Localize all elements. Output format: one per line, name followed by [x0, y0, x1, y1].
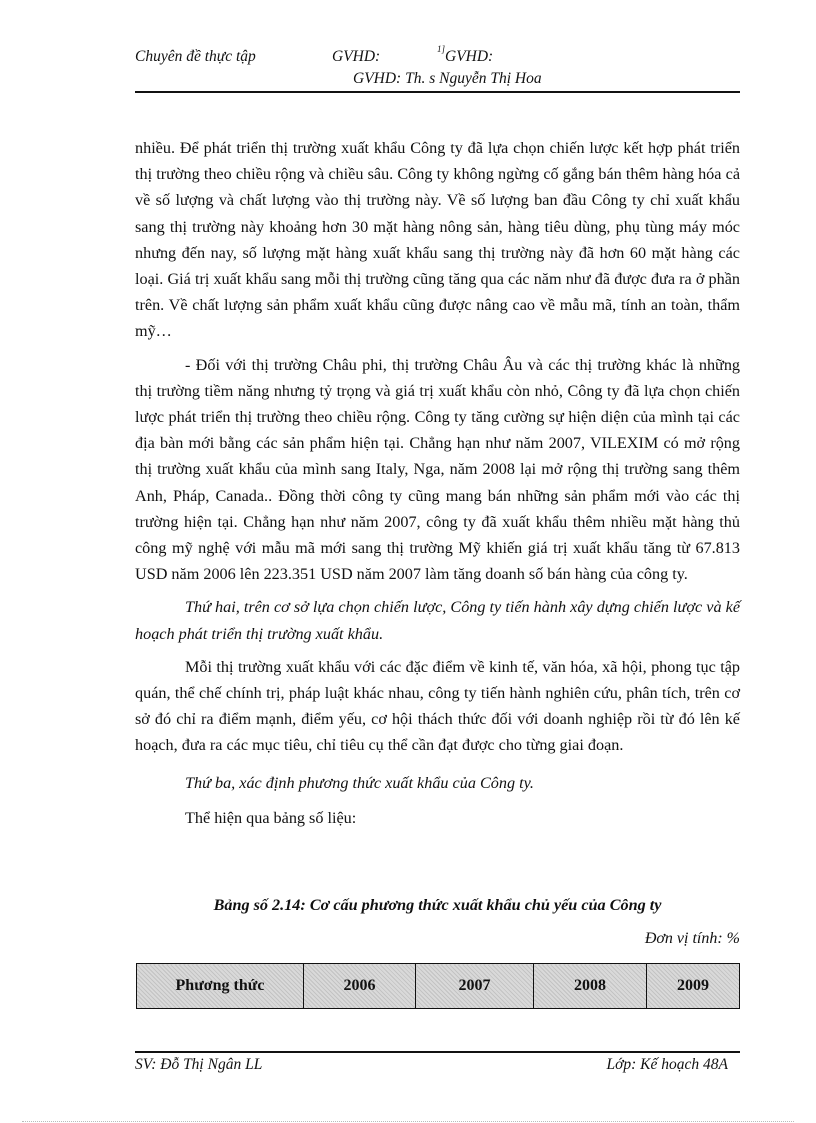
header-title: Chuyên đề thực tập: [135, 48, 256, 65]
col-header-2009: 2009: [647, 964, 740, 1009]
table-unit: Đơn vị tính: %: [644, 930, 740, 947]
paragraph-third-step: Thứ ba, xác định phương thức xuất khẩu của Công ty.: [185, 773, 534, 792]
col-header-2008: 2008: [534, 964, 647, 1009]
footer-student: SV: Đỗ Thị Ngân LL: [135, 1056, 263, 1073]
header-footnote-mark: 1]: [437, 44, 446, 54]
footer-divider: [135, 1051, 740, 1053]
paragraph-second-step: Thứ hai, trên cơ sở lựa chọn chiến lược, Công ty tiến hành xây dựng chiến lược và kế hoạch phát triển thị trường xuất khẩu.: [135, 598, 740, 643]
page-header: [135, 46, 740, 94]
document-body: [135, 135, 740, 831]
page-footer: [135, 1056, 740, 1078]
paragraph-continued: nhiều. Để phát triển thị trường xuất khẩu Công ty đã lựa chọn chiến lược kết hợp phát triển thị trường theo chiều rộng và chiều sâu. Công ty không ngừng cố gắng bán thêm hàng hóa cả về số lượng và chất lượng vào thị trường này. Về số lượng ban đầu Công ty chỉ xuất khẩu sang thị trường này khoảng hơn 30 mặt hàng nông sản, hàng tiêu dùng, phụ tùng máy móc nhưng đến nay, số lượng mặt hàng xuất khẩu sang thị trường này đã hơn 60 mặt hàng các loại. Giá trị xuất khẩu sang mỗi thị trường cũng tăng qua các năm như đã được đưa ra ở phần trên. Về chất lượng sản phẩm xuất khẩu cũng được nâng cao về mẫu mã, tính an toàn, thẩm mỹ…: [135, 139, 740, 341]
col-header-2006: 2006: [304, 964, 416, 1009]
table-title: Bảng số 2.14: Cơ cấu phương thức xuất khẩu chủ yếu của Công ty: [213, 896, 662, 914]
paragraph-market-analysis: Mỗi thị trường xuất khẩu với các đặc điểm về kinh tế, văn hóa, xã hội, phong tục tập quán, thể chế chính trị, pháp luật khác nhau, công ty tiến hành nghiên cứu, phân tích, trên cơ sở đó chỉ ra điểm mạnh, điểm yếu, cơ hội thách thức đối với doanh nghiệp rồi từ đó lên kế hoạch, đưa ra các mục tiêu, chỉ tiêu cụ thể cần đạt được cho từng giai đoạn.: [135, 657, 740, 755]
footer-class: Lớp: Kế hoạch 48A: [606, 1056, 728, 1073]
header-gvhd-label: GVHD:: [332, 48, 381, 65]
header-gvhd-label-2: GVHD:: [445, 48, 494, 65]
col-header-method: Phương thức: [137, 964, 304, 1009]
page-edge-line: [22, 1121, 794, 1122]
export-method-table: [136, 963, 740, 1009]
paragraph-table-intro: Thể hiện qua bảng số liệu:: [185, 808, 357, 827]
table-header-row: [137, 964, 740, 1009]
paragraph-africa-europe: - Đối với thị trường Châu phi, thị trường Châu Âu và các thị trường khác là những thị trường tiềm năng nhưng tỷ trọng và giá trị xuất khẩu còn nhỏ, Công ty đã lựa chọn chiến lược phát triển thị trường theo chiều rộng. Công ty tăng cường sự hiện diện của mình tại các địa bàn mới bằng các sản phẩm hiện tại. Chẳng hạn như năm 2007, VILEXIM có mở rộng thị trường xuất khẩu của mình sang Italy, Nga, năm 2008 lại mở rộng thị trường sang thêm Anh, Pháp, Canada.. Đồng thời công ty cũng mang bán những sản phẩm mới vào các thị trường hiện tại. Chẳng hạn như năm 2007, công ty đã xuất khẩu thêm nhiều mặt hàng thủ công mỹ nghệ với mẫu mã mới sang thị trường Mỹ khiến giá trị xuất khẩu tăng từ 67.813 USD năm 2006 lên 223.351 USD năm 2007 làm tăng doanh số bán hàng của công ty.: [135, 355, 740, 584]
header-advisor: GVHD: Th. s Nguyễn Thị Hoa: [353, 70, 542, 87]
col-header-2007: 2007: [416, 964, 534, 1009]
header-divider: [135, 91, 740, 93]
